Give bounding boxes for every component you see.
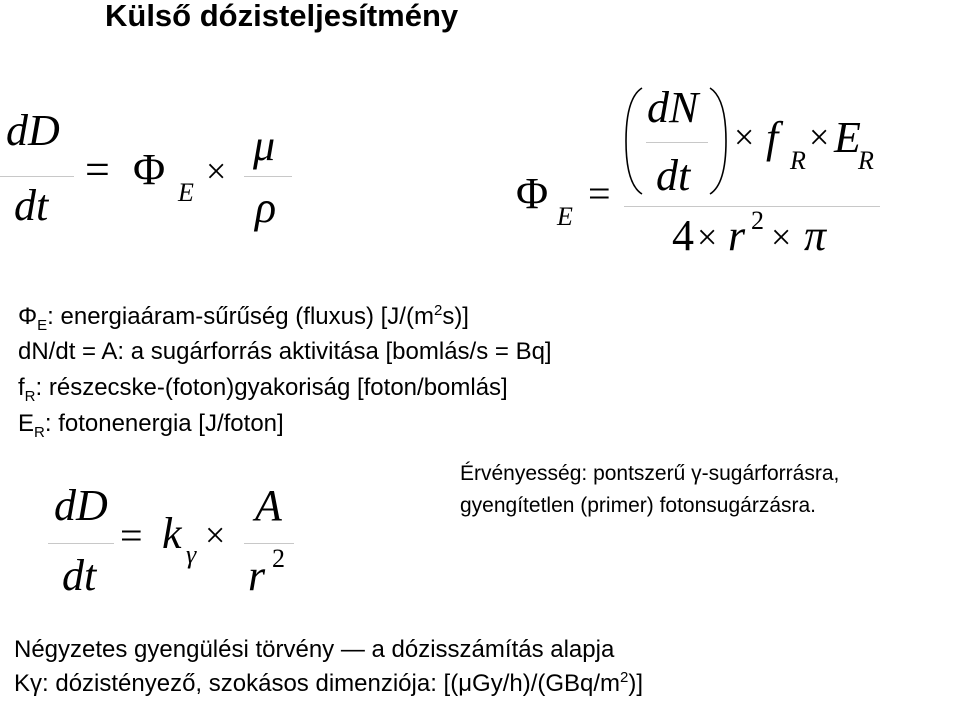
f3-k-subscript: γ [186, 540, 197, 569]
def-flux-text: : energiaáram-sűrűség (fluxus) [J/(m [47, 303, 434, 330]
page-title: Külső dózisteljesítmény [105, 0, 459, 33]
def-energy-sub: R [34, 424, 45, 441]
definition-flux [18, 302, 469, 334]
f1-phi: Φ [133, 145, 166, 194]
def-frequency-symbol: f [18, 374, 25, 401]
f2-times-1: × [734, 117, 755, 157]
f3-lhs-denominator: dt [62, 551, 97, 600]
f2-den-exponent: 2 [751, 206, 764, 235]
f2-times-4: × [771, 217, 792, 257]
f2-equals: = [588, 171, 611, 216]
footer-line-2-prefix: Kγ: dózistényező, szokásos dimenziója: [(μGy/h)/(GBq/m [14, 670, 621, 697]
f1-rho: ρ [255, 183, 277, 232]
f2-e: E [834, 113, 861, 162]
f1-phi-subscript: E [178, 178, 194, 207]
f3-equals: = [120, 513, 143, 558]
f2-phi-subscript: E [557, 202, 573, 231]
validity-line-2: gyengítetlen (primer) fotonsugárzásra. [460, 494, 817, 517]
footer-line-2-suffix: )] [628, 670, 644, 697]
definition-photon-energy [18, 410, 284, 441]
f2-phi: Φ [516, 169, 549, 218]
f1-equals: = [85, 145, 110, 194]
f2-f: f [766, 113, 779, 162]
f2-left-paren [620, 86, 650, 196]
f2-inner-fraction-line [646, 142, 708, 143]
footer-line-2-sup: 2 [620, 669, 629, 686]
f3-numerator: A [255, 481, 282, 530]
f1-mu: μ [253, 121, 276, 170]
f3-lhs-numerator: dD [54, 481, 108, 530]
validity-line-1: Érvényesség: pontszerű γ-sugárforrásra, [460, 462, 840, 485]
f2-right-paren [702, 86, 732, 196]
f2-e-subscript: R [858, 146, 874, 175]
def-flux-symbol: Φ [18, 303, 38, 330]
f1-times: × [206, 151, 227, 191]
footer-line-2 [14, 670, 643, 698]
f2-f-subscript: R [790, 146, 806, 175]
f2-inner-numerator: dN [647, 83, 699, 132]
f2-den-four: 4 [672, 211, 694, 260]
f2-times-3: × [697, 217, 718, 257]
footer-line-1: Négyzetes gyengülési törvény — a dózisszámítás alapja [14, 636, 615, 663]
def-energy-symbol: E [18, 410, 35, 437]
definition-frequency [18, 374, 508, 405]
def-flux-sup: 2 [433, 302, 443, 319]
f3-den-r: r [248, 551, 266, 600]
f2-den-pi: π [804, 211, 827, 260]
def-frequency-text: : részecske-(foton)gyakoriság [foton/bomlás] [35, 374, 508, 401]
f2-inner-denominator: dt [656, 151, 691, 200]
f2-den-r: r [728, 211, 746, 260]
def-frequency-sub: R [24, 388, 36, 405]
def-energy-text: : fotonenergia [J/foton] [44, 410, 284, 437]
f3-lhs-fraction-line [48, 543, 114, 544]
def-flux-tail: s)] [442, 303, 469, 330]
f2-times-2: × [809, 117, 830, 157]
f3-times: × [205, 515, 226, 555]
f3-den-exponent: 2 [272, 544, 285, 573]
def-activity-text: dN/dt = A: a sugárforrás aktivitása [bomlás/s = Bq] [18, 338, 552, 365]
definition-activity [18, 338, 552, 366]
def-flux-sub: E [37, 317, 48, 334]
f3-k: k [162, 509, 182, 558]
f1-lhs-fraction-line [0, 176, 74, 177]
f1-fraction-line [244, 176, 292, 177]
f1-lhs-denominator: dt [14, 181, 49, 230]
f3-fraction-line [244, 543, 294, 544]
f1-lhs-numerator: dD [6, 106, 60, 155]
